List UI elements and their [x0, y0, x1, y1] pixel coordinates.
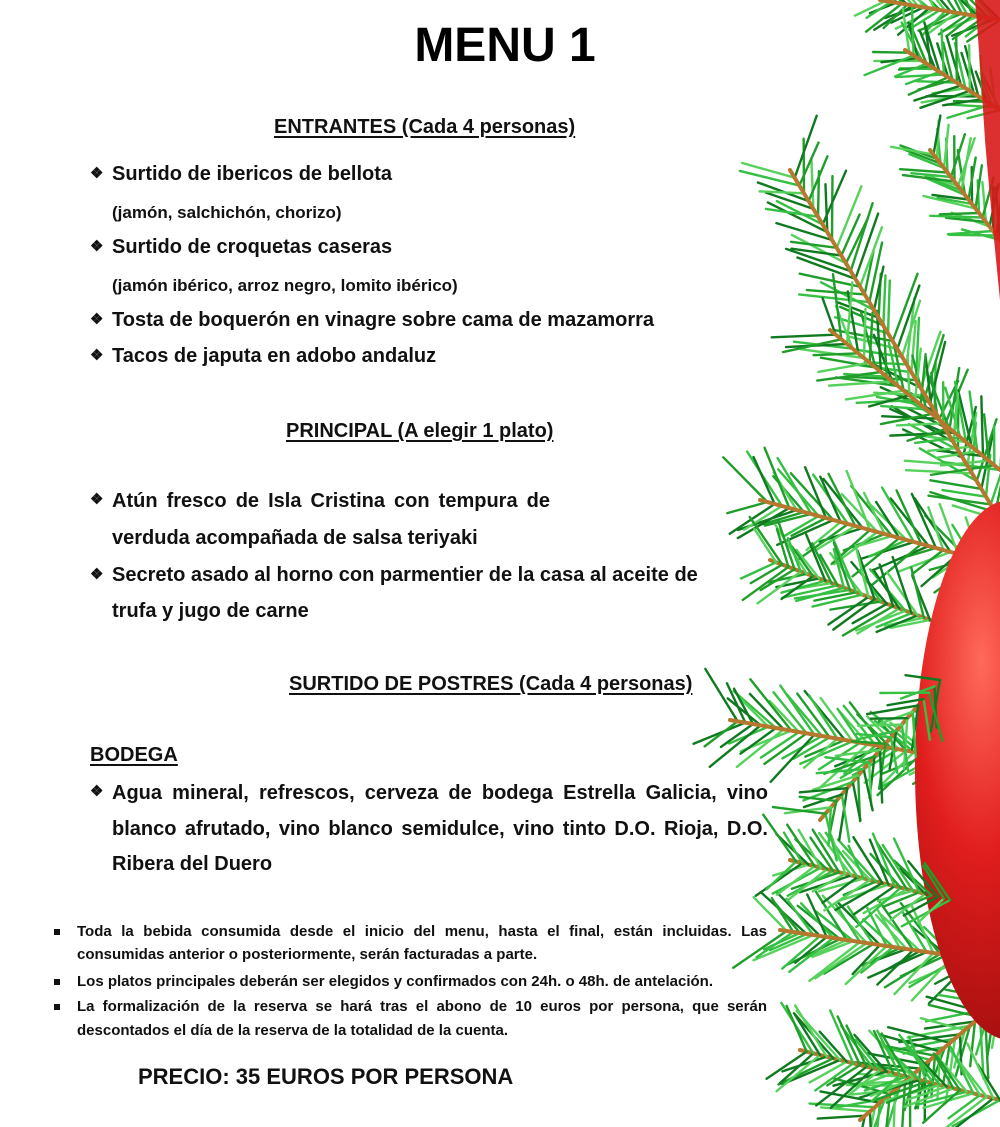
entrantes-item-1: ❖ Surtido de ibericos de bellota: [90, 163, 393, 185]
entrantes-heading: ENTRANTES (Cada 4 personas): [274, 116, 576, 138]
entrantes-item-1-detail: (jamón, salchichón, chorizo): [112, 203, 342, 222]
entrantes-item-2-detail: (jamón ibérico, arroz negro, lomito ibérico): [112, 276, 458, 295]
note-3-line-1: La formalización de la reserva se hará tras el abono de 10 euros por persona, que serán: [77, 998, 767, 1015]
principal-item-2: ❖ Secreto asado al horno con parmentier de la casa al aceite de: [90, 564, 698, 586]
note-2: Los platos principales deberán ser elegidos y confirmados con 24h. o 48h. de antelación.: [77, 973, 714, 990]
square-bullet-icon: [54, 1004, 60, 1010]
diamond-bullet-icon: ❖: [90, 311, 104, 328]
postres-heading: SURTIDO DE POSTRES (Cada 4 personas): [289, 673, 693, 695]
bodega-heading: BODEGA: [90, 744, 178, 766]
bodega-line-3: Ribera del Duero: [112, 853, 273, 875]
principal-item-1: ❖ Atún fresco de Isla Cristina con tempura de: [90, 490, 550, 512]
entrantes-item-2: ❖ Surtido de croquetas caseras: [90, 236, 393, 258]
diamond-bullet-icon: ❖: [90, 238, 104, 255]
entrantes-item-3: ❖ Tosta de boquerón en vinagre sobre cama de mazamorra: [90, 309, 655, 331]
principal-item-1-line-2: verduda acompañada de salsa teriyaki: [112, 527, 478, 549]
diamond-bullet-icon: ❖: [90, 566, 104, 583]
diamond-bullet-icon: ❖: [90, 347, 104, 364]
square-bullet-icon: [54, 929, 60, 935]
price-label: PRECIO: 35 EUROS POR PERSONA: [138, 1064, 514, 1089]
bodega-line-1: ❖ Agua mineral, refrescos, cerveza de bodega Estrella Galicia, vino: [90, 782, 768, 804]
diamond-bullet-icon: ❖: [90, 783, 104, 800]
menu-title: MENU 1: [414, 19, 596, 72]
square-bullet-icon: [54, 979, 60, 985]
diamond-bullet-icon: ❖: [90, 491, 104, 508]
principal-heading: PRINCIPAL (A elegir 1 plato): [286, 420, 554, 442]
note-3-line-2: descontados el día de la reserva de la totalidad de la cuenta.: [77, 1022, 508, 1039]
diamond-bullet-icon: ❖: [90, 165, 104, 182]
bodega-line-2: blanco afrutado, vino blanco semidulce, vino tinto D.O. Rioja, D.O.: [112, 818, 768, 840]
note-1-line-1: Toda la bebida consumida desde el inicio del menu, hasta el final, están incluidas. Las: [77, 923, 767, 940]
principal-item-2-line-2: trufa y jugo de carne: [112, 600, 309, 622]
note-1-line-2: consumidas anterior o posteriormente, serán facturadas a parte.: [77, 946, 538, 963]
entrantes-item-4: ❖ Tacos de japuta en adobo andaluz: [90, 345, 437, 367]
